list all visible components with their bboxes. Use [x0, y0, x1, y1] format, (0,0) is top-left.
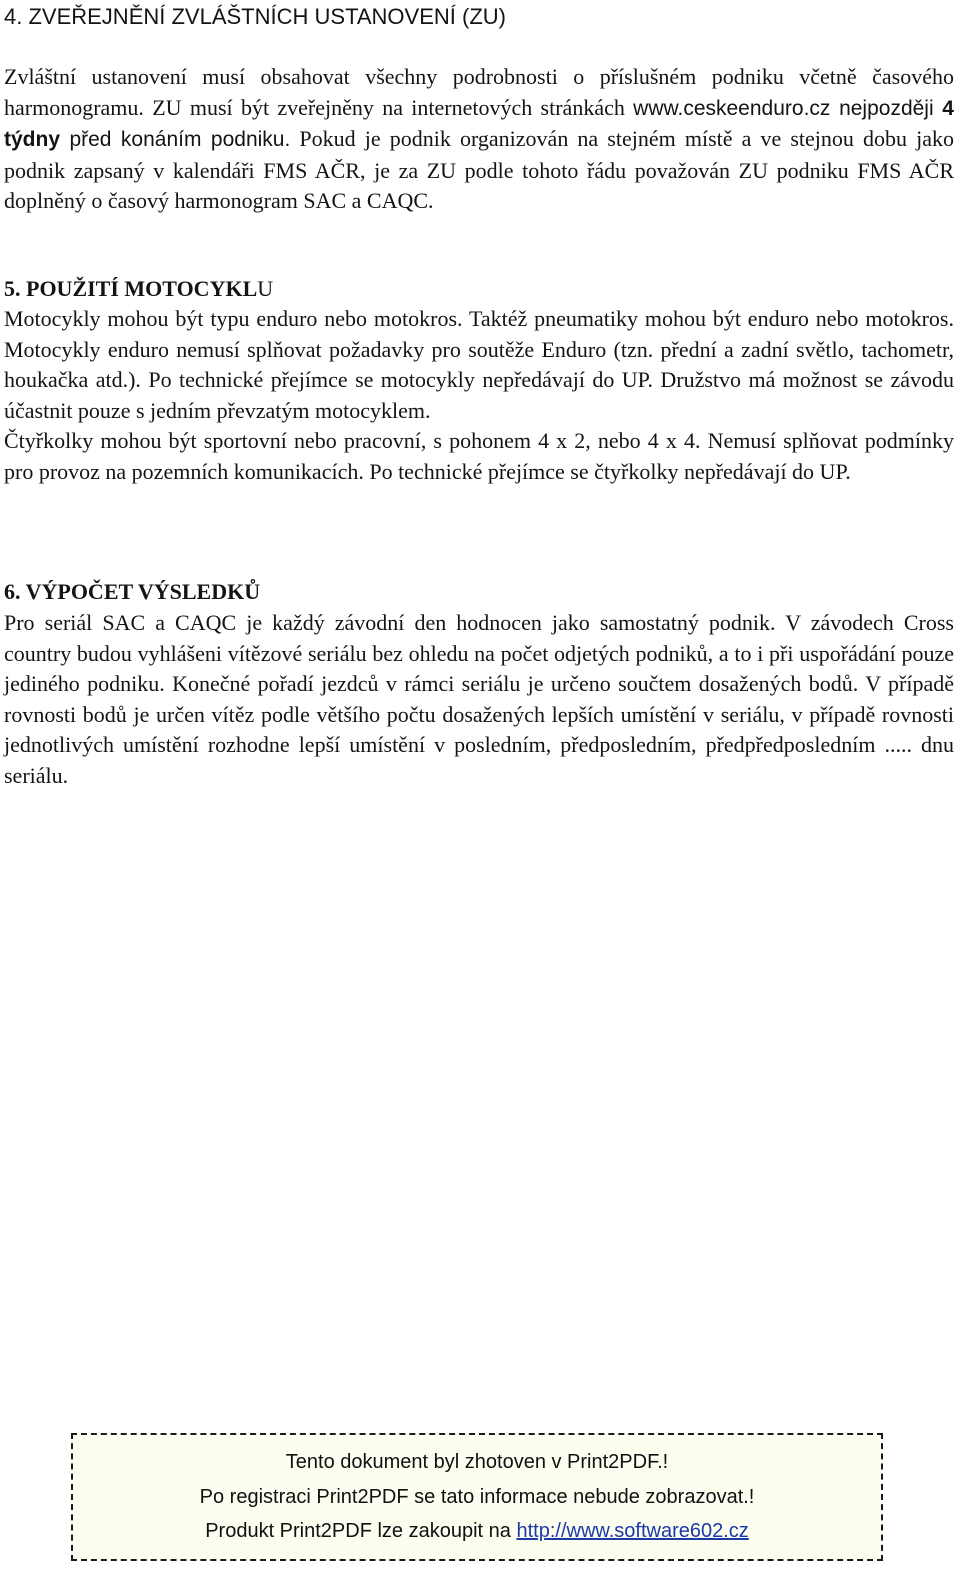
- section-5-heading-rest: U: [257, 276, 274, 301]
- section-4-heading: 4. ZVEŘEJNĚNÍ ZVLÁŠTNÍCH USTANOVENÍ (ZU): [4, 4, 506, 29]
- software602-link[interactable]: http://www.software602.cz: [516, 1520, 749, 1542]
- section-4-url: www.ceskeenduro.cz: [633, 96, 831, 120]
- section-4-text-b: nejpozději: [830, 96, 943, 120]
- section-5-paragraph: [4, 304, 954, 487]
- section-6-paragraph: Pro seriál SAC a CAQC je každý závodní den hodnocen jako samostatný podnik. V závodech Cross country budou vyhlášeni vítězové seriálu bez ohledu na počet odjetých podniků, a to i při uspořádání pouze jediného podniku. Konečné pořadí jezdců v rámci seriálu je určeno součtem dosažených bodů. V případě rovnosti bodů je určen vítěz podle většího počtu dosažených lepších umístění v seriálu, v případě rovnosti jednotlivých umístění rozhodne lepší umístění v posledním, předposledním, předpředposledním ..... dnu seriálu.: [4, 610, 954, 788]
- section-5-text: Motocykly mohou být typu enduro nebo motokros. Taktéž pneumatiky mohou být enduro nebo motokros. Motocykly enduro nemusí splňovat požadavky pro soutěže Enduro (tzn. přední a zadní světlo, tachometr, houkačka atd.). Po technické přejímce se motocykly nepředávají do UP. Družstvo má možnost se závodu účastnit pouze s jedním převzatým motocyklem.: [4, 306, 954, 423]
- section-4-paragraph: [4, 62, 954, 217]
- print2pdf-notice-box: [71, 1433, 883, 1561]
- section-4-deadline: 4 týdny: [4, 96, 954, 151]
- notice-line-1: Tento dokument byl zhotoven v Print2PDF.!: [285, 1451, 669, 1473]
- section-5-heading-bold: 5. POUŽITÍ MOTOCYKL: [4, 276, 258, 301]
- notice-line-2: Po registraci Print2PDF se tato informace nebude zobrazovat.!: [199, 1486, 755, 1508]
- section-4-text-c: před konáním podniku.: [60, 128, 291, 151]
- section-6-heading: 6. VÝPOČET VÝSLEDKŮ: [4, 579, 261, 604]
- section-4-text-d: Pokud je podnik organizován na stejném místě a ve stejnou dobu jako podnik zapsaný v kalendáři FMS AČR, je za ZU podle tohoto řádu považován ZU podniku FMS AČR doplněný o časový harmonogram SAC a CAQC.: [4, 126, 955, 213]
- notice-line-3-text: Produkt Print2PDF lze zakoupit na: [205, 1520, 517, 1542]
- section-5-text-2: Čtyřkolky mohou být sportovní nebo pracovní, s pohonem 4 x 2, nebo 4 x 4. Nemusí splňovat podmínky pro provoz na pozemních komunikacích. Po technické přejímce se čtyřkolky nepředávají do UP.: [4, 428, 954, 484]
- section-5-heading: [4, 274, 273, 304]
- section-4-text-a: Zvláštní ustanovení musí obsahovat všechny podrobnosti o příslušném podniku včetně časového harmonogramu. ZU musí být zveřejněny na internetových stránkách: [4, 64, 954, 120]
- notice-line-3: [73, 1518, 881, 1544]
